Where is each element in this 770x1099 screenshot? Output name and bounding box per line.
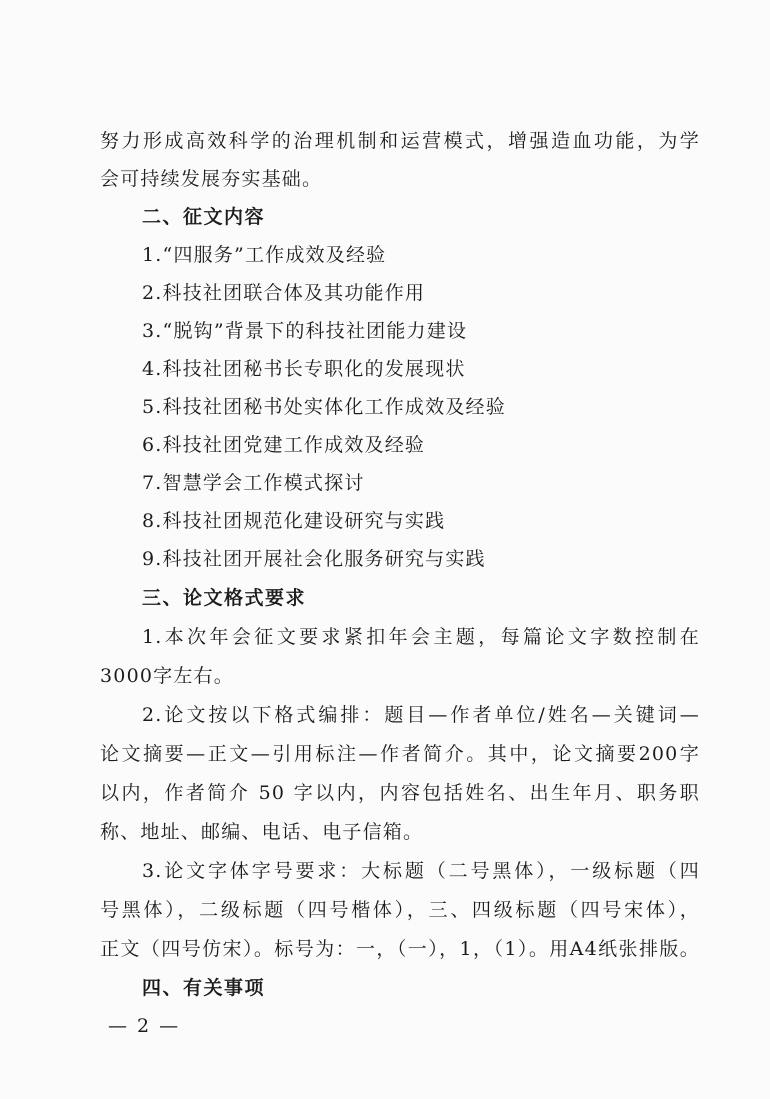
body-text-line: 正文（四号仿宋）。标号为：一，（一），1，（1）。用A4纸张排版。 — [100, 938, 700, 960]
list-item: 3.“脱钩”背景下的科技社团能力建设 — [142, 320, 468, 342]
list-item: 8.科技社团规范化建设研究与实践 — [142, 510, 446, 532]
body-text-line: 努力形成高效科学的治理机制和运营模式，增强造血功能，为学 — [100, 130, 700, 152]
list-item: 7.智慧学会工作模式探讨 — [142, 472, 365, 494]
body-text-line: 3000字左右。 — [100, 665, 234, 687]
list-item: 4.科技社团秘书长专职化的发展现状 — [142, 358, 466, 380]
body-text-line: 会可持续发展夯实基础。 — [100, 168, 323, 190]
list-item: 2.科技社团联合体及其功能作用 — [142, 282, 426, 304]
body-text-line: 称、地址、邮编、电话、电子信箱。 — [100, 821, 424, 843]
body-text-line: 2.论文按以下格式编排：题目—作者单位/姓名—关键词— — [142, 704, 700, 726]
body-text-line: 以内，作者简介 50 字以内，内容包括姓名、出生年月、职务职 — [100, 782, 700, 804]
body-text-line: 论文摘要—正文—引用标注—作者简介。其中，论文摘要200字 — [100, 743, 700, 765]
section-heading: 四、有关事项 — [142, 977, 266, 999]
section-heading: 二、征文内容 — [142, 206, 266, 228]
list-item: 6.科技社团党建工作成效及经验 — [142, 434, 426, 456]
list-item: 9.科技社团开展社会化服务研究与实践 — [142, 548, 486, 570]
page-number: — 2 — — [108, 1015, 181, 1037]
body-text-line: 3.论文字体字号要求：大标题（二号黑体），一级标题（四 — [142, 860, 700, 882]
body-text-line: 号黑体），二级标题（四号楷体），三、四级标题（四号宋体）， — [100, 899, 700, 921]
body-text-line: 1.本次年会征文要求紧扣年会主题，每篇论文字数控制在 — [142, 626, 700, 648]
list-item: 5.科技社团秘书处实体化工作成效及经验 — [142, 396, 506, 418]
section-heading: 三、论文格式要求 — [142, 587, 307, 609]
list-item: 1.“四服务”工作成效及经验 — [142, 244, 387, 266]
